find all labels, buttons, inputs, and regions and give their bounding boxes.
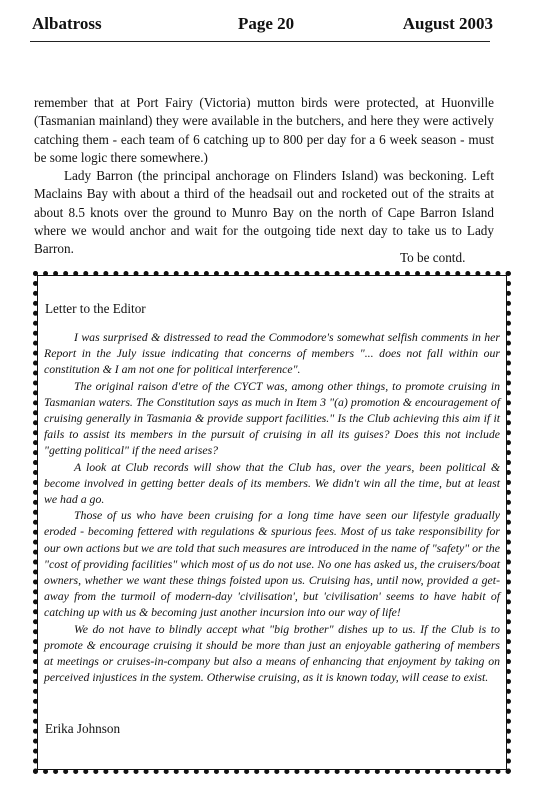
continued-note: To be contd. (400, 250, 466, 265)
page-header (0, 14, 553, 36)
page-number: Page 20 (238, 14, 295, 33)
letter-paragraph: The original raison d'etre of the CYCT was, among other things, to promote cruising in Tasmanian waters. The Constitution says as much in Item 3 "(a) promotion & encouragement of cruising generally in Tasmania & provide support facilities." Is the Club achieving this aim if it fails to assist its members in the pursuit of cruising in all its guises? Does this not include "getting political" if the need arises? (44, 378, 500, 458)
letter-to-editor-box (33, 271, 511, 774)
publication-title: Albatross (32, 14, 102, 33)
header-divider (30, 41, 490, 42)
letter-paragraph: I was surprised & distressed to read the Commodore's somewhat selfish comments in her Report in the July issue indicating that concerns of members "... does not fall within our constitution & I am not one for political interference". (44, 330, 500, 377)
issue-date: August 2003 (402, 14, 493, 33)
letter-paragraph: We do not have to blindly accept what "big brother" dishes up to us. If the Club is to promote & encourage cruising it should be more than just an enjoyable gathering of members at meetings or cruises-in-company but also a means of enhancing that enjoyment by taking on perceived injustices in the system. Otherwise cruising, as it is known today, will cease to exist. (44, 621, 500, 685)
letter-body (44, 329, 500, 685)
letter-paragraph: A look at Club records will show that the Club has, over the years, been political & become involved in getting better deals of its members. We didn't win all the time, but at least we had a go. (44, 459, 500, 507)
article-paragraph: Lady Barron (the principal anchorage on Flinders Island) was beckoning. Left Maclains Bay with about a third of the headsail out and rocketed out of the straits at about 8.5 knots over the ground to Munro Bay on the north of Cape Barron Island where we would anchor and wait for the outgoing tide next day to take us to Lady Barron. (34, 168, 494, 257)
letter-title: Letter to the Editor (45, 301, 146, 316)
letter-paragraph: Those of us who have been cruising for a long time have seen our lifestyle gradually eroded - becoming fettered with regulations & spurious fees. Most of us take responsibility for our own actions but we are told that such measures are introduced in the name of "safety" or the "cost of providing facilities" which most of us do not use. No one has asked us, the cruisers/boat owners, whether we want these things foisted upon us. Cruising has, until now, provided a get-away from the turmoil of modern-day 'civilisation', but 'civilisation' seems to have habit of catching up with us & becoming just another incursion into our way of life! (44, 508, 500, 620)
article-paragraph: remember that at Port Fairy (Victoria) mutton birds were protected, at Huonville (Tasmanian mainland) they were available in the butchers, and here they were actively catching them - each team of 6 catching up to 800 per day for a 6 week season - must be some logic there somewhere.) (34, 95, 494, 165)
letter-signature: Erika Johnson (45, 721, 121, 736)
article-body (34, 94, 494, 259)
